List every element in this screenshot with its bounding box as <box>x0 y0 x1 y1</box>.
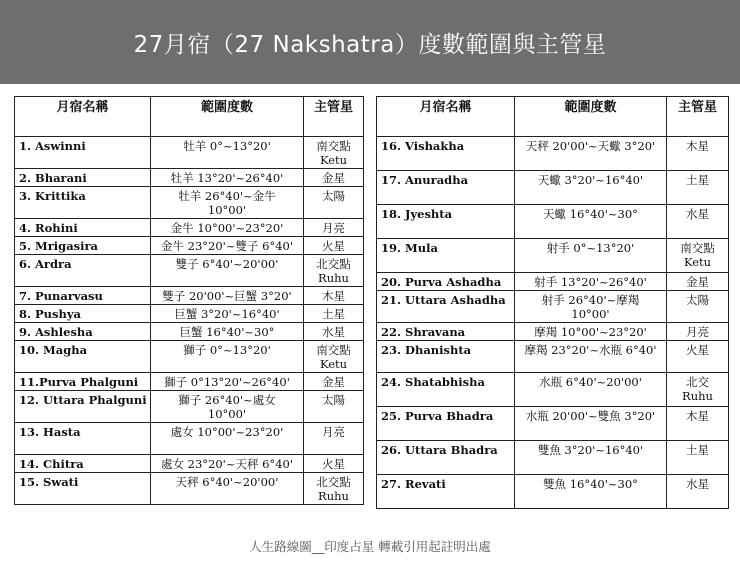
ruling-planet: 土星 <box>667 441 729 475</box>
degree-range: 處女 10°00'~23°20' <box>151 423 304 455</box>
ruling-planet: 月亮 <box>304 423 364 455</box>
nakshatra-name: 17. Anuradha <box>377 171 515 205</box>
table-row <box>15 305 364 323</box>
ruling-planet: 火星 <box>304 455 364 473</box>
nakshatra-name: 2. Bharani <box>15 169 151 187</box>
ruling-planet: 南交點 Ketu <box>667 239 729 273</box>
degree-range: 獅子 0°13°20'~26°40' <box>151 373 304 391</box>
table-header-row <box>377 97 729 137</box>
ruling-planet: 水星 <box>304 323 364 341</box>
nakshatra-name: 21. Uttara Ashadha <box>377 291 515 323</box>
degree-range: 雙魚 16°40'~30° <box>515 475 667 509</box>
ruling-planet: 南交點 Ketu <box>304 341 364 373</box>
ruling-planet: 金星 <box>304 373 364 391</box>
table-row <box>377 137 729 171</box>
nakshatra-name: 7. Punarvasu <box>15 287 151 305</box>
table-row <box>377 171 729 205</box>
page-title: 27月宿（27 Nakshatra）度數範圍與主管星 <box>133 31 607 58</box>
table-row <box>377 407 729 441</box>
nakshatra-name: 1. Aswinni <box>15 137 151 169</box>
degree-range: 金牛 10°00'~23°20' <box>151 219 304 237</box>
degree-range: 水瓶 20'00'~雙魚 3°20' <box>515 407 667 441</box>
ruling-planet: 南交點 Ketu <box>304 137 364 169</box>
title-banner <box>0 0 740 84</box>
header-range: 範圍度數 <box>151 97 304 137</box>
degree-range: 射手 0°~13°20' <box>515 239 667 273</box>
table-row <box>15 391 364 423</box>
ruling-planet: 土星 <box>667 171 729 205</box>
table-row <box>377 291 729 323</box>
table-row <box>15 455 364 473</box>
ruling-planet: 土星 <box>304 305 364 323</box>
ruling-planet: 水星 <box>667 475 729 509</box>
nakshatra-name: 18. Jyeshta <box>377 205 515 239</box>
degree-range: 射手 13°20'~26°40' <box>515 273 667 291</box>
nakshatra-table-left <box>14 96 364 505</box>
degree-range: 天秤 6°40'~20'00' <box>151 473 304 505</box>
table-row <box>377 273 729 291</box>
nakshatra-name: 26. Uttara Bhadra <box>377 441 515 475</box>
nakshatra-name: 10. Magha <box>15 341 151 373</box>
degree-range: 雙子 20'00'~巨蟹 3°20' <box>151 287 304 305</box>
nakshatra-name: 8. Pushya <box>15 305 151 323</box>
table-row <box>15 341 364 373</box>
nakshatra-name: 24. Shatabhisha <box>377 373 515 407</box>
header-range: 範圍度數 <box>515 97 667 137</box>
table-row <box>15 219 364 237</box>
table-row <box>15 255 364 287</box>
table-row <box>377 475 729 509</box>
table-row <box>377 373 729 407</box>
table-row <box>15 373 364 391</box>
degree-range: 雙魚 3°20'~16°40' <box>515 441 667 475</box>
nakshatra-name: 9. Ashlesha <box>15 323 151 341</box>
nakshatra-name: 11.Purva Phalguni <box>15 373 151 391</box>
nakshatra-name: 3. Krittika <box>15 187 151 219</box>
nakshatra-name: 6. Ardra <box>15 255 151 287</box>
degree-range: 獅子 26°40'~處女 10°00' <box>151 391 304 423</box>
nakshatra-name: 12. Uttara Phalguni <box>15 391 151 423</box>
nakshatra-name: 13. Hasta <box>15 423 151 455</box>
degree-range: 巨蟹 16°40'~30° <box>151 323 304 341</box>
table-row <box>15 169 364 187</box>
table-row <box>377 323 729 341</box>
nakshatra-name: 20. Purva Ashadha <box>377 273 515 291</box>
ruling-planet: 火星 <box>304 237 364 255</box>
table-header-row <box>15 97 364 137</box>
degree-range: 牡羊 26°40'~金牛 10°00' <box>151 187 304 219</box>
nakshatra-table-right <box>376 96 729 509</box>
table-row <box>15 187 364 219</box>
ruling-planet: 太陽 <box>667 291 729 323</box>
table-row <box>377 341 729 373</box>
degree-range: 天蠍 3°20'~16°40' <box>515 171 667 205</box>
nakshatra-name: 23. Dhanishta <box>377 341 515 373</box>
header-name: 月宿名稱 <box>377 97 515 137</box>
table-row <box>15 473 364 505</box>
nakshatra-name: 15. Swati <box>15 473 151 505</box>
table-row <box>15 423 364 455</box>
ruling-planet: 太陽 <box>304 391 364 423</box>
header-ruler: 主管星 <box>304 97 364 137</box>
ruling-planet: 月亮 <box>667 323 729 341</box>
ruling-planet: 北交點 Ruhu <box>304 473 364 505</box>
table-body-left <box>15 137 364 505</box>
table-row <box>15 287 364 305</box>
degree-range: 金牛 23°20'~雙子 6°40' <box>151 237 304 255</box>
ruling-planet: 北交 Ruhu <box>667 373 729 407</box>
degree-range: 射手 26°40'~摩羯 10°00' <box>515 291 667 323</box>
table-row <box>15 237 364 255</box>
degree-range: 天秤 20'00'~天蠍 3°20' <box>515 137 667 171</box>
header-ruler: 主管星 <box>667 97 729 137</box>
ruling-planet: 木星 <box>667 407 729 441</box>
nakshatra-name: 16. Vishakha <box>377 137 515 171</box>
degree-range: 摩羯 23°20'~水瓶 6°40' <box>515 341 667 373</box>
nakshatra-name: 5. Mrigasira <box>15 237 151 255</box>
nakshatra-name: 25. Purva Bhadra <box>377 407 515 441</box>
nakshatra-name: 4. Rohini <box>15 219 151 237</box>
header-name: 月宿名稱 <box>15 97 151 137</box>
nakshatra-name: 14. Chitra <box>15 455 151 473</box>
table-row <box>15 323 364 341</box>
ruling-planet: 木星 <box>304 287 364 305</box>
degree-range: 摩羯 10°00'~23°20' <box>515 323 667 341</box>
ruling-planet: 火星 <box>667 341 729 373</box>
nakshatra-name: 19. Mula <box>377 239 515 273</box>
nakshatra-name: 22. Shravana <box>377 323 515 341</box>
degree-range: 牡羊 0°~13°20' <box>151 137 304 169</box>
table-row <box>377 205 729 239</box>
ruling-planet: 太陽 <box>304 187 364 219</box>
ruling-planet: 金星 <box>304 169 364 187</box>
table-body-right <box>377 137 729 509</box>
degree-range: 水瓶 6°40'~20'00' <box>515 373 667 407</box>
degree-range: 巨蟹 3°20'~16°40' <box>151 305 304 323</box>
nakshatra-name: 27. Revati <box>377 475 515 509</box>
ruling-planet: 水星 <box>667 205 729 239</box>
degree-range: 獅子 0°~13°20' <box>151 341 304 373</box>
degree-range: 雙子 6°40'~20'00' <box>151 255 304 287</box>
ruling-planet: 金星 <box>667 273 729 291</box>
degree-range: 處女 23°20'~天秤 6°40' <box>151 455 304 473</box>
table-row <box>377 239 729 273</box>
ruling-planet: 木星 <box>667 137 729 171</box>
degree-range: 牡羊 13°20'~26°40' <box>151 169 304 187</box>
ruling-planet: 北交點 Ruhu <box>304 255 364 287</box>
footer-credit: 人生路線圖__印度占星 轉載引用起註明出處 <box>249 539 491 554</box>
table-row <box>377 441 729 475</box>
ruling-planet: 月亮 <box>304 219 364 237</box>
degree-range: 天蠍 16°40'~30° <box>515 205 667 239</box>
table-row <box>15 137 364 169</box>
